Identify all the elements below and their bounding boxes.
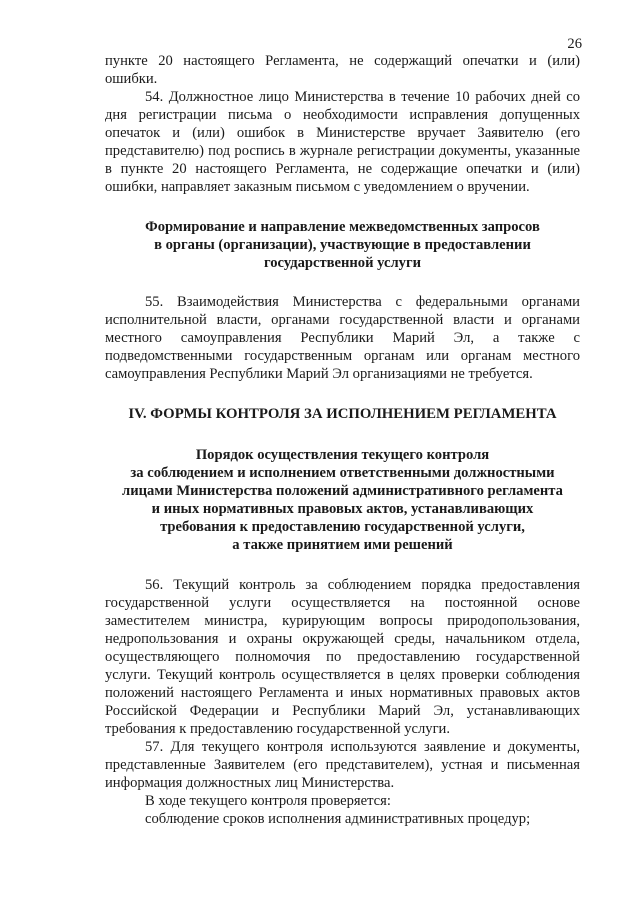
heading-line: Формирование и направление межведомственных запросов xyxy=(145,219,540,235)
paragraph-55: 55. Взаимодействия Министерства с федеральными органами исполнительной власти, органами государственной власти и органами местного самоуправления Республики Марий Эл, а также с подведомственными государственным органам или органам местного самоуправления Республики Марий Эл организациями не требуется. xyxy=(105,294,580,382)
heading-line: Порядок осуществления текущего контроля xyxy=(195,447,490,463)
paragraph-continuation: пункте 20 настоящего Регламента, не содержащий опечатки и (или) ошибки. xyxy=(105,53,580,87)
heading-current-control xyxy=(105,446,580,554)
heading-line: лицами Министерства положений административного регламента xyxy=(122,483,563,499)
document-body xyxy=(105,52,580,828)
paragraph-59: соблюдение сроков исполнения административных процедур; xyxy=(145,811,531,827)
heading-line: государственной услуги xyxy=(263,255,422,271)
heading-line: требования к предоставлению государственной услуги, xyxy=(160,519,525,535)
paragraph-54: 54. Должностное лицо Министерства в течение 10 рабочих дней со дня регистрации письма о необходимости исправления допущенных опечаток и (или) ошибок в Министерстве вручает Заявителю (его представителю) под роспись в журнале регистрации документы, указанные в пункте 20 настоящего Регламента, не содержащие опечатки и (или) ошибки, направляет заказным письмом с уведомлением о вручении. xyxy=(105,89,580,195)
paragraph-58: В ходе текущего контроля проверяется: xyxy=(145,793,391,809)
paragraph-56: 56. Текущий контроль за соблюдением порядка предоставления государственной услуги осуществляется на постоянной основе заместителем министра, курирующим вопросы природопользования, недропользования и охраны окружающей среды, начальником отдела, осуществляющего полномочия по предоставлению государственной услуги. Текущий контроль осуществляется в целях проверки соблюдения положений настоящего Регламента и иных нормативных правовых актов Российской Федерации и Республики Марий Эл, устанавливающих требования к предоставлению государственной услуги. xyxy=(105,577,580,737)
section-title: IV. ФОРМЫ КОНТРОЛЯ ЗА ИСПОЛНЕНИЕМ РЕГЛАМЕНТА xyxy=(128,406,557,422)
heading-line: а также принятием ими решений xyxy=(232,537,453,553)
heading-line: и иных нормативных правовых актов, устанавливающих xyxy=(151,501,534,517)
page-number: 26 xyxy=(567,36,582,52)
heading-interagency-requests xyxy=(105,218,580,272)
heading-line: в органы (организации), участвующие в предоставлении xyxy=(154,237,531,253)
heading-line: за соблюдением и исполнением ответственными должностными xyxy=(130,465,555,481)
paragraph-57: 57. Для текущего контроля используются заявление и документы, представленные Заявителем (его представителем), устная и письменная информация должностных лиц Министерства. xyxy=(105,739,580,791)
